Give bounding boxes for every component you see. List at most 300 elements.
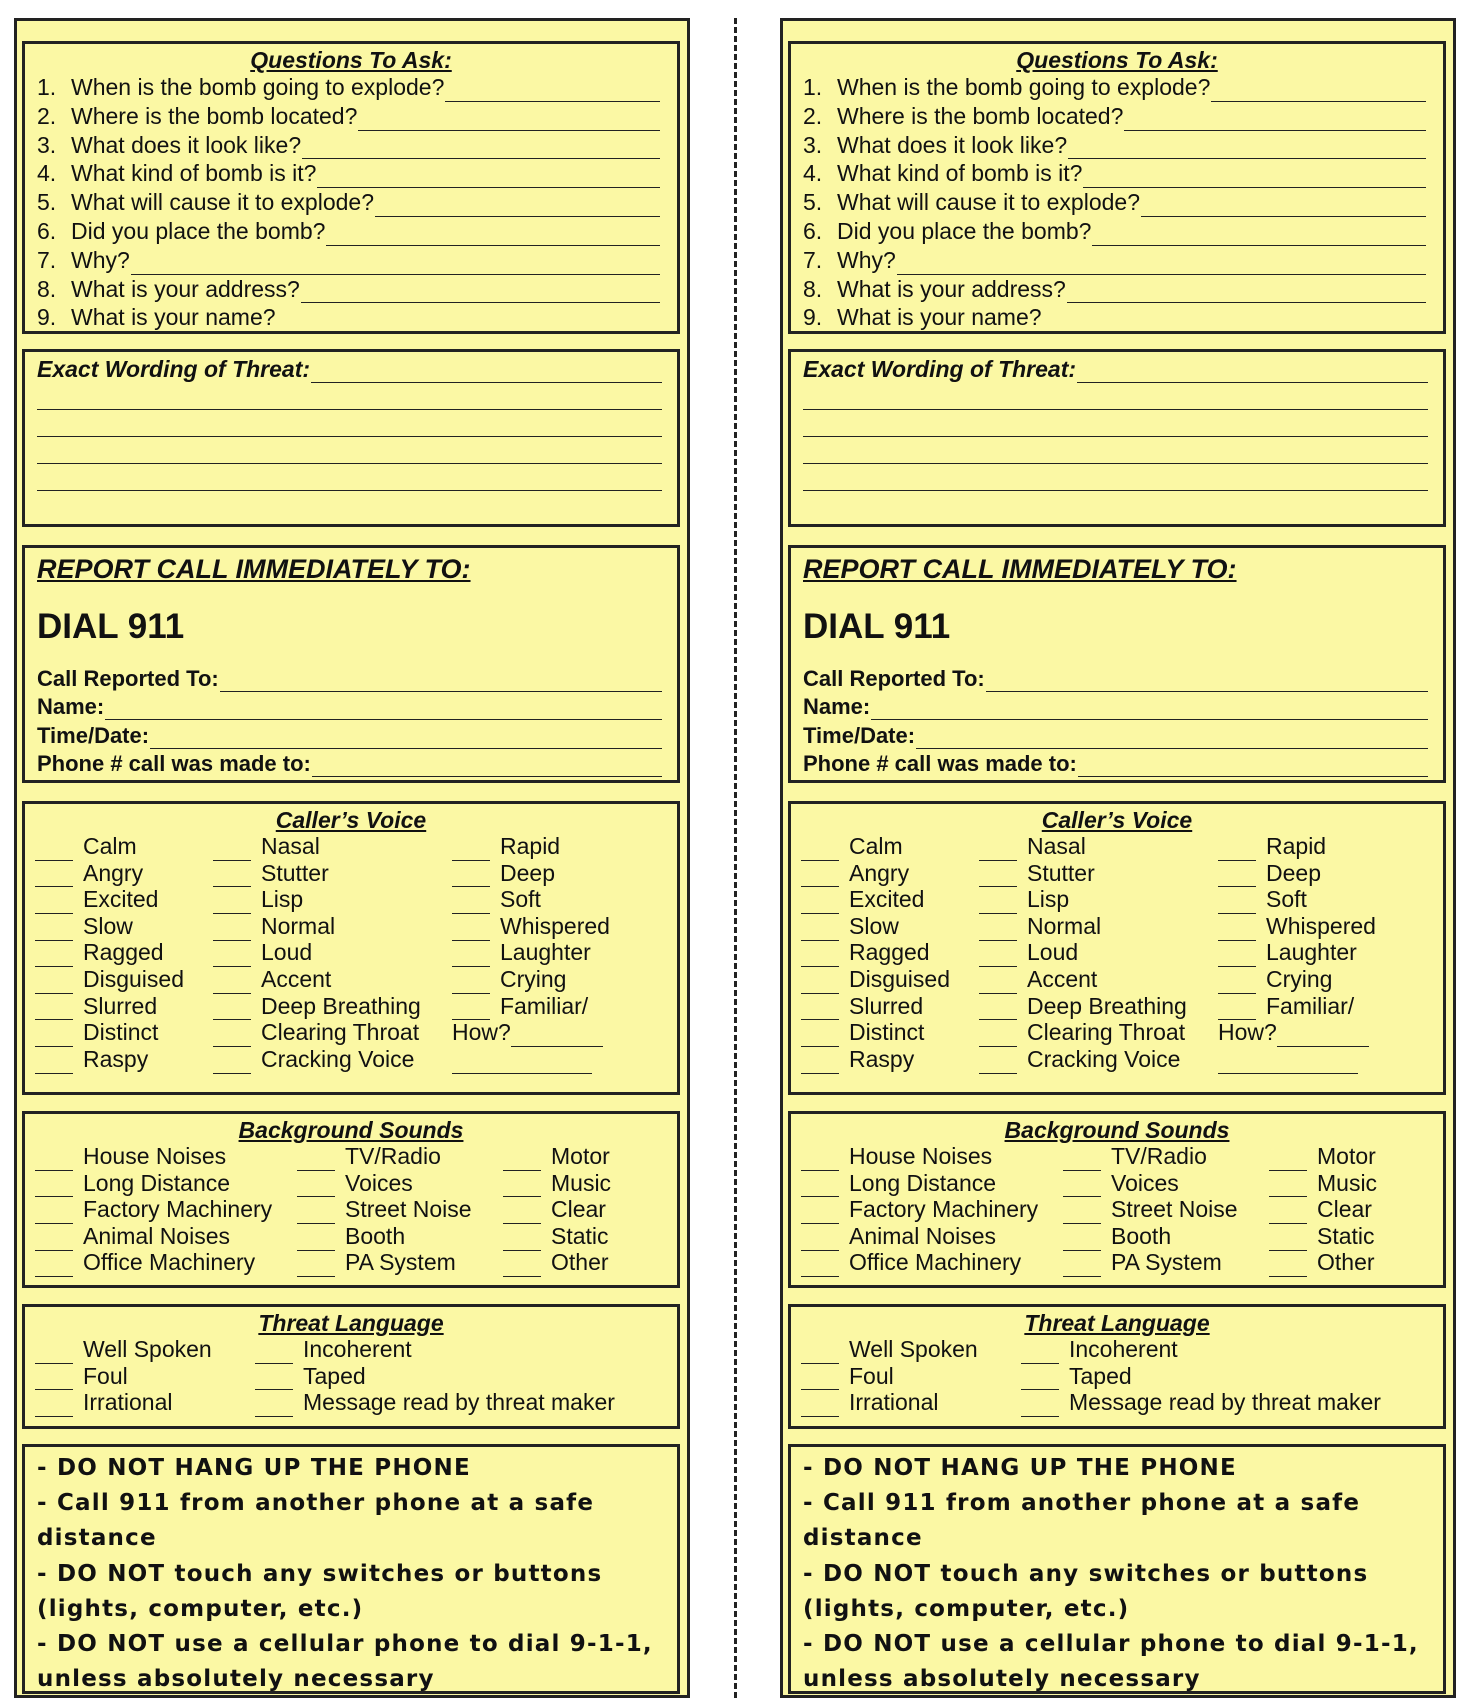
checkbox-option[interactable] bbox=[801, 1195, 1038, 1224]
checkbox-label: Factory Machinery bbox=[83, 1196, 273, 1223]
question-text: What is your name? bbox=[837, 304, 1042, 331]
checkbox-blank[interactable] bbox=[979, 1053, 1017, 1074]
checkbox-option[interactable] bbox=[503, 1222, 609, 1251]
report-field[interactable] bbox=[803, 663, 1428, 692]
checkbox-option[interactable] bbox=[1218, 885, 1307, 914]
checkbox-option[interactable] bbox=[452, 859, 555, 888]
checkbox-option[interactable] bbox=[35, 859, 143, 888]
question-number: 9. bbox=[37, 304, 57, 331]
checkbox-option[interactable] bbox=[801, 885, 924, 914]
warning-line: - DO NOT HANG UP THE PHONE bbox=[37, 1455, 471, 1481]
report-field-label: Name: bbox=[803, 694, 871, 719]
warnings-section bbox=[22, 1444, 680, 1694]
checkbox-option[interactable] bbox=[255, 1362, 366, 1391]
checkbox-label: Lisp bbox=[1027, 886, 1070, 913]
checkbox-option[interactable] bbox=[452, 938, 591, 967]
checkbox-label: Familiar/ bbox=[1266, 992, 1355, 1019]
answer-line[interactable] bbox=[301, 282, 660, 303]
question-number: 4. bbox=[803, 160, 823, 187]
checkbox-option[interactable] bbox=[1063, 1142, 1207, 1171]
checkbox-label: Normal bbox=[261, 912, 336, 939]
checkbox-option[interactable] bbox=[979, 912, 1101, 941]
question-number: 9. bbox=[803, 304, 823, 331]
checkbox-option[interactable] bbox=[35, 1388, 172, 1417]
checkbox-label: Laughter bbox=[500, 939, 591, 966]
checkbox-option[interactable] bbox=[979, 938, 1078, 967]
checkbox-label: Voices bbox=[345, 1169, 413, 1196]
checkbox-label: Deep Breathing bbox=[1027, 992, 1187, 1019]
answer-line[interactable] bbox=[452, 1053, 592, 1074]
checkbox-label: Well Spoken bbox=[83, 1336, 212, 1362]
question-number: 7. bbox=[37, 246, 57, 273]
answer-line[interactable] bbox=[1068, 138, 1426, 159]
threat-wording-line[interactable] bbox=[37, 410, 662, 437]
report-fields bbox=[37, 663, 677, 777]
checkbox-option[interactable] bbox=[213, 1018, 419, 1047]
answer-line[interactable] bbox=[131, 254, 660, 275]
checkbox-option[interactable] bbox=[1063, 1195, 1238, 1224]
checkbox-label: Laughter bbox=[1266, 939, 1357, 966]
checkbox-blank[interactable] bbox=[213, 1053, 251, 1074]
answer-line[interactable] bbox=[1043, 311, 1426, 332]
checkbox-option[interactable] bbox=[35, 965, 184, 994]
checkbox-option[interactable] bbox=[1021, 1362, 1132, 1391]
checkbox-option[interactable] bbox=[35, 1248, 255, 1277]
checkbox-label: Motor bbox=[551, 1143, 610, 1169]
checkbox-label: Music bbox=[1317, 1169, 1378, 1196]
questions-heading: Questions To Ask: bbox=[1016, 47, 1218, 73]
callers-voice-heading: Caller’s Voice bbox=[275, 807, 427, 833]
answer-line[interactable] bbox=[916, 728, 1428, 749]
checkbox-option[interactable] bbox=[297, 1222, 405, 1251]
question-field[interactable] bbox=[803, 131, 1426, 160]
question-field[interactable] bbox=[803, 217, 1426, 246]
checkbox-option[interactable] bbox=[452, 885, 541, 914]
background-sounds-section bbox=[22, 1111, 680, 1288]
question-text: When is the bomb going to explode? bbox=[837, 74, 1211, 100]
question-field[interactable] bbox=[37, 102, 660, 131]
question-field[interactable] bbox=[37, 275, 660, 304]
question-field[interactable] bbox=[803, 102, 1426, 131]
answer-line[interactable] bbox=[358, 110, 660, 131]
checkbox-option[interactable] bbox=[1063, 1222, 1171, 1251]
checkbox-label: House Noises bbox=[849, 1143, 993, 1169]
checkbox-label: Cracking Voice bbox=[261, 1045, 415, 1072]
checkbox-option[interactable] bbox=[1021, 1388, 1381, 1417]
report-title: REPORT CALL IMMEDIATELY TO: bbox=[803, 554, 1237, 584]
threat-wording-section bbox=[788, 349, 1446, 527]
cut-line bbox=[734, 18, 737, 1698]
checkbox-blank[interactable] bbox=[35, 1396, 73, 1417]
threat-language-heading: Threat Language bbox=[1024, 1310, 1210, 1336]
how-label: How? bbox=[452, 1019, 511, 1046]
question-number: 8. bbox=[37, 275, 57, 302]
checkbox-option[interactable] bbox=[801, 1388, 938, 1417]
report-field[interactable] bbox=[803, 692, 1428, 721]
checkbox-option[interactable] bbox=[801, 859, 909, 888]
checkbox-option[interactable] bbox=[213, 1045, 414, 1074]
question-field[interactable] bbox=[37, 159, 660, 188]
question-text: What is your name? bbox=[71, 304, 276, 331]
report-fields bbox=[803, 663, 1443, 777]
checkbox-option[interactable] bbox=[1269, 1169, 1377, 1198]
checkbox-label: Motor bbox=[1317, 1143, 1376, 1169]
question-number: 2. bbox=[803, 102, 823, 129]
answer-line-continued[interactable] bbox=[1218, 1045, 1358, 1074]
checkbox-option[interactable] bbox=[979, 1045, 1180, 1074]
checkbox-option[interactable] bbox=[1269, 1248, 1375, 1277]
checkbox-option[interactable] bbox=[801, 1248, 1021, 1277]
background-sounds-heading: Background Sounds bbox=[1004, 1117, 1230, 1143]
checkbox-option[interactable] bbox=[1218, 912, 1376, 941]
checkbox-label: Distinct bbox=[849, 1019, 925, 1046]
checkbox-label: Long Distance bbox=[83, 1169, 231, 1196]
checkbox-label: Taped bbox=[303, 1362, 366, 1389]
checkbox-label: Music bbox=[551, 1169, 612, 1196]
question-field[interactable] bbox=[37, 73, 660, 102]
threat-wording-line[interactable] bbox=[803, 383, 1428, 410]
report-field[interactable] bbox=[37, 692, 662, 721]
answer-line[interactable] bbox=[1141, 196, 1426, 217]
report-field[interactable] bbox=[37, 749, 662, 778]
checkbox-option[interactable] bbox=[1218, 965, 1332, 994]
threat-wording-label: Exact Wording of Threat: bbox=[37, 356, 311, 382]
checkbox-option[interactable] bbox=[1218, 938, 1357, 967]
checkbox-label: Slow bbox=[83, 912, 133, 939]
checkbox-option[interactable] bbox=[35, 832, 137, 861]
question-text: What will cause it to explode? bbox=[71, 189, 374, 216]
question-text: What is your address? bbox=[71, 275, 300, 302]
threat-wording-field[interactable] bbox=[37, 355, 662, 383]
dial-911: DIAL 911 bbox=[803, 607, 951, 646]
answer-line-continued[interactable] bbox=[452, 1045, 592, 1074]
checkbox-option[interactable] bbox=[297, 1195, 472, 1224]
answer-line[interactable] bbox=[986, 671, 1428, 692]
answer-line[interactable] bbox=[1083, 167, 1426, 188]
answer-line[interactable] bbox=[445, 81, 660, 102]
checkbox-label: Loud bbox=[1027, 939, 1079, 966]
checkbox-option[interactable] bbox=[452, 992, 588, 1021]
checkbox-label: Ragged bbox=[83, 939, 164, 966]
answer-line[interactable] bbox=[1067, 282, 1426, 303]
question-field[interactable] bbox=[803, 275, 1426, 304]
question-field[interactable] bbox=[803, 159, 1426, 188]
warning-line: unless absolutely necessary bbox=[37, 1666, 435, 1693]
checkbox-label: TV/Radio bbox=[345, 1143, 441, 1169]
report-field[interactable] bbox=[803, 720, 1428, 749]
checkbox-option[interactable] bbox=[1269, 1195, 1372, 1224]
checkbox-label: Clearing Throat bbox=[261, 1019, 420, 1046]
warnings-list bbox=[37, 1451, 677, 1697]
checkbox-blank[interactable] bbox=[1063, 1256, 1101, 1277]
warning-line: distance bbox=[37, 1525, 157, 1552]
threat-language-heading: Threat Language bbox=[258, 1310, 444, 1336]
checkbox-label: Foul bbox=[849, 1362, 894, 1389]
checkbox-label: PA System bbox=[345, 1249, 456, 1276]
report-field-label: Call Reported To: bbox=[803, 665, 985, 691]
warning-line: - DO NOT use a cellular phone to dial 9-1-1, bbox=[37, 1631, 653, 1658]
checkbox-option[interactable] bbox=[213, 859, 329, 888]
question-number: 8. bbox=[803, 275, 823, 302]
checkbox-label: Message read by threat maker bbox=[303, 1389, 615, 1416]
checkbox-option[interactable] bbox=[1063, 1248, 1222, 1277]
checkbox-option[interactable] bbox=[979, 885, 1069, 914]
checkbox-option[interactable] bbox=[503, 1169, 611, 1198]
checkbox-label: Slurred bbox=[83, 992, 158, 1019]
checkbox-label: Accent bbox=[261, 966, 332, 992]
threat-wording-label: Exact Wording of Threat: bbox=[803, 356, 1077, 382]
threat-wording-line[interactable] bbox=[37, 383, 662, 410]
answer-line[interactable] bbox=[375, 196, 660, 217]
checkbox-label: Stutter bbox=[1027, 859, 1095, 886]
report-field-label: Phone # call was made to: bbox=[37, 751, 311, 776]
checkbox-label: Calm bbox=[849, 833, 903, 859]
checkbox-label: Crying bbox=[500, 966, 567, 992]
checkbox-label: House Noises bbox=[83, 1143, 227, 1169]
checkbox-label: Angry bbox=[83, 859, 144, 886]
checkbox-option[interactable] bbox=[801, 1018, 924, 1047]
callers-voice-section bbox=[22, 801, 680, 1095]
checkbox-option[interactable] bbox=[801, 1362, 894, 1391]
checkbox-blank[interactable] bbox=[35, 1256, 73, 1277]
question-field[interactable] bbox=[37, 131, 660, 160]
report-field[interactable] bbox=[37, 663, 662, 692]
question-text: What kind of bomb is it? bbox=[71, 160, 317, 187]
report-title: REPORT CALL IMMEDIATELY TO: bbox=[37, 554, 471, 584]
answer-line[interactable] bbox=[1218, 1053, 1358, 1074]
answer-line[interactable] bbox=[312, 756, 662, 777]
question-text: Where is the bomb located? bbox=[837, 102, 1124, 129]
checkbox-option[interactable] bbox=[35, 1169, 230, 1198]
checkbox-option[interactable] bbox=[452, 832, 560, 861]
checkbox-label: Other bbox=[551, 1249, 609, 1276]
checkbox-option[interactable] bbox=[35, 1142, 226, 1171]
checkbox-option[interactable] bbox=[503, 1142, 610, 1171]
checkbox-blank[interactable] bbox=[255, 1396, 293, 1417]
checkbox-label: Street Noise bbox=[1111, 1196, 1238, 1223]
checkbox-label: Slurred bbox=[849, 992, 924, 1019]
checkbox-blank[interactable] bbox=[503, 1256, 541, 1277]
question-field[interactable] bbox=[803, 73, 1426, 102]
question-number: 7. bbox=[803, 246, 823, 273]
question-number: 6. bbox=[803, 217, 823, 244]
threat-wording-line[interactable] bbox=[803, 410, 1428, 437]
report-field[interactable] bbox=[803, 749, 1428, 778]
how-field[interactable] bbox=[452, 1018, 603, 1047]
checkbox-option[interactable] bbox=[35, 1195, 272, 1224]
question-field[interactable] bbox=[37, 188, 660, 217]
checkbox-option[interactable] bbox=[255, 1388, 615, 1417]
report-field[interactable] bbox=[37, 720, 662, 749]
checkbox-label: Rapid bbox=[500, 833, 561, 859]
threat-language-section bbox=[788, 1304, 1446, 1429]
checkbox-option[interactable] bbox=[801, 1045, 914, 1074]
question-field[interactable] bbox=[803, 188, 1426, 217]
checkbox-option[interactable] bbox=[979, 832, 1086, 861]
threat-wording-line[interactable] bbox=[803, 437, 1428, 464]
background-sounds-section bbox=[788, 1111, 1446, 1288]
answer-line[interactable] bbox=[1211, 81, 1426, 102]
question-text: What will cause it to explode? bbox=[837, 189, 1140, 216]
checkbox-option[interactable] bbox=[297, 1142, 441, 1171]
checkbox-option[interactable] bbox=[979, 1018, 1185, 1047]
warnings-list bbox=[803, 1451, 1443, 1697]
answer-line[interactable] bbox=[1092, 225, 1426, 246]
checkbox-label: Clearing Throat bbox=[1027, 1019, 1186, 1046]
checkbox-label: Nasal bbox=[261, 833, 320, 859]
checkbox-option[interactable] bbox=[1218, 992, 1354, 1021]
answer-line[interactable] bbox=[897, 254, 1426, 275]
answer-line[interactable] bbox=[150, 728, 662, 749]
checkbox-label: Voices bbox=[1111, 1169, 1179, 1196]
checkbox-label: Slow bbox=[849, 912, 899, 939]
checkbox-option[interactable] bbox=[213, 832, 320, 861]
answer-line[interactable] bbox=[220, 671, 662, 692]
checkbox-label: PA System bbox=[1111, 1249, 1222, 1276]
checkbox-option[interactable] bbox=[503, 1195, 606, 1224]
question-field[interactable] bbox=[37, 217, 660, 246]
checkbox-label: Loud bbox=[261, 939, 313, 966]
answer-line[interactable] bbox=[1078, 756, 1428, 777]
how-field[interactable] bbox=[1218, 1018, 1369, 1047]
checkbox-option[interactable] bbox=[1218, 832, 1326, 861]
answer-line[interactable] bbox=[326, 225, 660, 246]
checkbox-option[interactable] bbox=[35, 885, 158, 914]
checkbox-option[interactable] bbox=[213, 938, 312, 967]
threat-wording-line[interactable] bbox=[37, 437, 662, 464]
checkbox-option[interactable] bbox=[35, 992, 157, 1021]
callers-voice-section bbox=[788, 801, 1446, 1095]
checkbox-blank[interactable] bbox=[801, 1053, 839, 1074]
checkbox-label: Irrational bbox=[849, 1389, 939, 1416]
checkbox-option[interactable] bbox=[801, 1169, 996, 1198]
questions-list bbox=[803, 73, 1443, 332]
question-field[interactable] bbox=[37, 303, 660, 332]
question-number: 2. bbox=[37, 102, 57, 129]
question-text: What does it look like? bbox=[837, 131, 1068, 158]
checkbox-option[interactable] bbox=[452, 965, 566, 994]
answer-line[interactable] bbox=[277, 311, 660, 332]
questions-list bbox=[37, 73, 677, 332]
checkbox-option[interactable] bbox=[801, 992, 923, 1021]
checkbox-label: Disguised bbox=[83, 966, 184, 992]
checkbox-label: Street Noise bbox=[345, 1196, 472, 1223]
answer-line[interactable] bbox=[317, 167, 660, 188]
checkbox-option[interactable] bbox=[1021, 1335, 1178, 1364]
checkbox-blank[interactable] bbox=[801, 1396, 839, 1417]
checkbox-label: Excited bbox=[849, 886, 925, 913]
checkbox-option[interactable] bbox=[255, 1335, 412, 1364]
checkbox-label: Long Distance bbox=[849, 1169, 997, 1196]
question-text: What is your address? bbox=[837, 275, 1066, 302]
checkbox-option[interactable] bbox=[979, 859, 1095, 888]
checkbox-option[interactable] bbox=[297, 1248, 456, 1277]
checkbox-option[interactable] bbox=[213, 885, 303, 914]
dial-911: DIAL 911 bbox=[37, 607, 185, 646]
checkbox-option[interactable] bbox=[35, 1362, 128, 1391]
report-section bbox=[788, 545, 1446, 783]
answer-line[interactable] bbox=[302, 138, 660, 159]
threat-wording-line[interactable] bbox=[803, 464, 1428, 491]
checkbox-option[interactable] bbox=[213, 912, 335, 941]
checkbox-blank[interactable] bbox=[1021, 1396, 1059, 1417]
checkbox-option[interactable] bbox=[35, 1018, 158, 1047]
checkbox-option[interactable] bbox=[979, 992, 1187, 1021]
checkbox-option[interactable] bbox=[1269, 1142, 1376, 1171]
checkbox-label: Rapid bbox=[1266, 833, 1327, 859]
checkbox-label: Message read by threat maker bbox=[1069, 1389, 1381, 1416]
checkbox-option[interactable] bbox=[35, 912, 133, 941]
checkbox-option[interactable] bbox=[1063, 1169, 1179, 1198]
checkbox-option[interactable] bbox=[35, 1335, 212, 1364]
question-text: When is the bomb going to explode? bbox=[71, 74, 445, 100]
checkbox-blank[interactable] bbox=[1269, 1256, 1307, 1277]
checkbox-label: Soft bbox=[1266, 886, 1307, 913]
checkbox-option[interactable] bbox=[35, 1045, 148, 1074]
checkbox-blank[interactable] bbox=[35, 1053, 73, 1074]
checkbox-option[interactable] bbox=[979, 965, 1097, 994]
checkbox-option[interactable] bbox=[213, 992, 421, 1021]
answer-line[interactable] bbox=[871, 699, 1428, 720]
checkbox-option[interactable] bbox=[801, 912, 899, 941]
question-field[interactable] bbox=[37, 246, 660, 275]
checkbox-label: Crying bbox=[1266, 966, 1333, 992]
checkbox-option[interactable] bbox=[1218, 859, 1321, 888]
question-field[interactable] bbox=[803, 303, 1426, 332]
checkbox-option[interactable] bbox=[801, 965, 950, 994]
checkbox-option[interactable] bbox=[213, 965, 331, 994]
checkbox-option[interactable] bbox=[801, 938, 930, 967]
checkbox-option[interactable] bbox=[1269, 1222, 1375, 1251]
question-field[interactable] bbox=[803, 246, 1426, 275]
checkbox-label: Booth bbox=[345, 1222, 406, 1249]
threat-wording-line[interactable] bbox=[1077, 362, 1428, 383]
report-field-label: Phone # call was made to: bbox=[803, 751, 1077, 776]
answer-line[interactable] bbox=[1124, 110, 1426, 131]
checkbox-option[interactable] bbox=[503, 1248, 609, 1277]
question-number: 4. bbox=[37, 160, 57, 187]
checkbox-option[interactable] bbox=[801, 1335, 978, 1364]
checkbox-option[interactable] bbox=[801, 832, 903, 861]
question-number: 6. bbox=[37, 217, 57, 244]
threat-wording-line[interactable] bbox=[37, 464, 662, 491]
warning-line: distance bbox=[803, 1525, 923, 1552]
checkbox-label: Taped bbox=[1069, 1362, 1132, 1389]
threat-wording-field[interactable] bbox=[803, 355, 1428, 383]
warning-line: - DO NOT touch any switches or buttons bbox=[803, 1560, 1369, 1587]
checkbox-option[interactable] bbox=[801, 1142, 992, 1171]
checkbox-option[interactable] bbox=[35, 938, 164, 967]
question-text: Why? bbox=[837, 246, 896, 273]
checkbox-blank[interactable] bbox=[801, 1256, 839, 1277]
checkbox-label: Accent bbox=[1027, 966, 1098, 992]
report-field-label: Time/Date: bbox=[803, 722, 916, 748]
checkbox-blank[interactable] bbox=[297, 1256, 335, 1277]
bomb-threat-card-right bbox=[780, 18, 1456, 1698]
checkbox-label: Stutter bbox=[261, 859, 329, 886]
checkbox-label: Raspy bbox=[849, 1045, 915, 1072]
checkbox-option[interactable] bbox=[452, 912, 610, 941]
checkbox-option[interactable] bbox=[35, 1222, 230, 1251]
question-text: Did you place the bomb? bbox=[837, 217, 1092, 244]
checkbox-option[interactable] bbox=[801, 1222, 996, 1251]
warning-line: unless absolutely necessary bbox=[803, 1666, 1201, 1693]
checkbox-label: Cracking Voice bbox=[1027, 1045, 1181, 1072]
threat-wording-line[interactable] bbox=[311, 362, 662, 383]
checkbox-label: Foul bbox=[83, 1362, 128, 1389]
checkbox-option[interactable] bbox=[297, 1169, 413, 1198]
answer-line[interactable] bbox=[105, 699, 662, 720]
